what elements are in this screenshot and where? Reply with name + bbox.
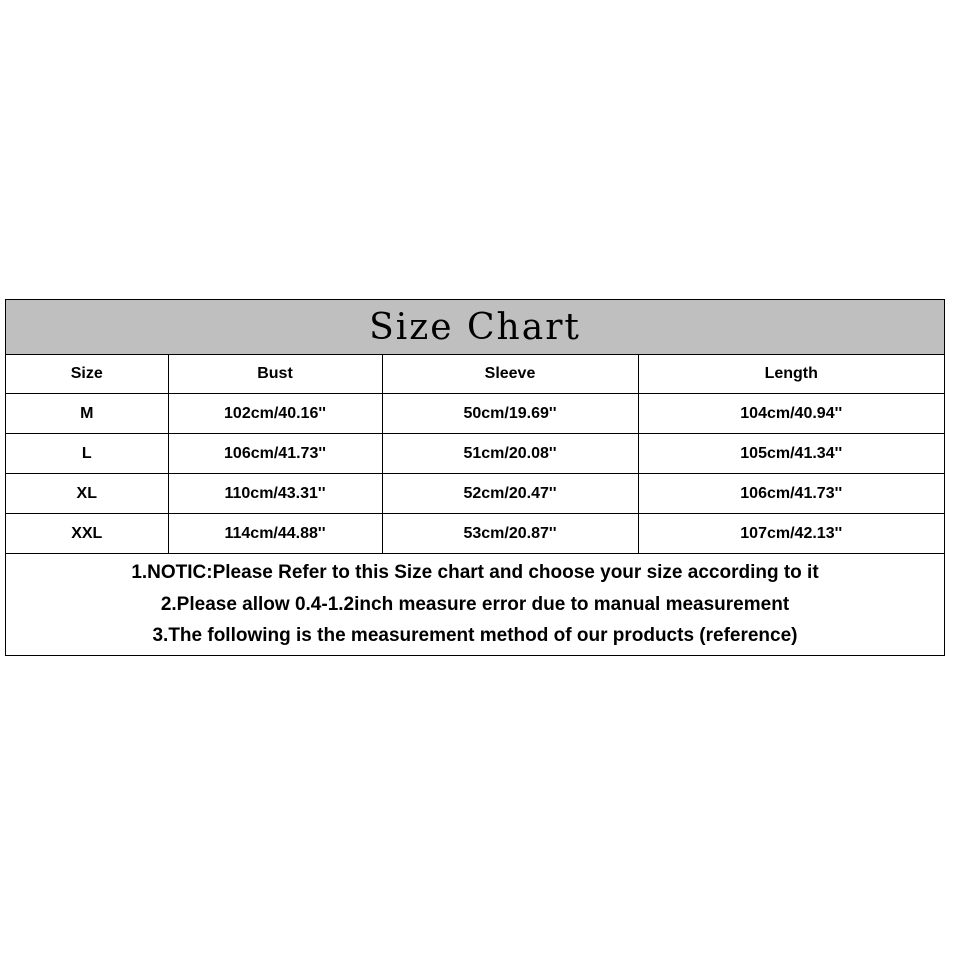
column-header-length: Length	[638, 355, 944, 394]
chart-title: Size Chart	[6, 300, 944, 355]
table-header-row	[6, 355, 944, 394]
length-cell: 104cm/40.94''	[638, 394, 944, 434]
size-cell: XXL	[6, 514, 168, 554]
sleeve-cell: 52cm/20.47''	[382, 474, 638, 514]
size-table	[6, 355, 944, 554]
length-cell: 107cm/42.13''	[638, 514, 944, 554]
size-chart	[5, 299, 945, 656]
bust-cell: 106cm/41.73''	[168, 434, 382, 474]
table-row	[6, 394, 944, 434]
notes-section	[6, 554, 944, 652]
note-line: 2.Please allow 0.4-1.2inch measure error due to manual measurement	[160, 593, 790, 615]
table-row	[6, 434, 944, 474]
column-header-size: Size	[6, 355, 168, 394]
bust-cell: 102cm/40.16''	[168, 394, 382, 434]
length-cell: 106cm/41.73''	[638, 474, 944, 514]
bust-cell: 110cm/43.31''	[168, 474, 382, 514]
table-row	[6, 514, 944, 554]
sleeve-cell: 51cm/20.08''	[382, 434, 638, 474]
sleeve-cell: 50cm/19.69''	[382, 394, 638, 434]
column-header-bust: Bust	[168, 355, 382, 394]
table-row	[6, 474, 944, 514]
size-cell: XL	[6, 474, 168, 514]
size-cell: L	[6, 434, 168, 474]
size-cell: M	[6, 394, 168, 434]
note-line: 3.The following is the measurement method of our products (reference)	[152, 625, 798, 646]
note-line: 1.NOTIC:Please Refer to this Size chart and choose your size according to it	[131, 562, 819, 583]
length-cell: 105cm/41.34''	[638, 434, 944, 474]
column-header-sleeve: Sleeve	[382, 355, 638, 394]
sleeve-cell: 53cm/20.87''	[382, 514, 638, 554]
bust-cell: 114cm/44.88''	[168, 514, 382, 554]
